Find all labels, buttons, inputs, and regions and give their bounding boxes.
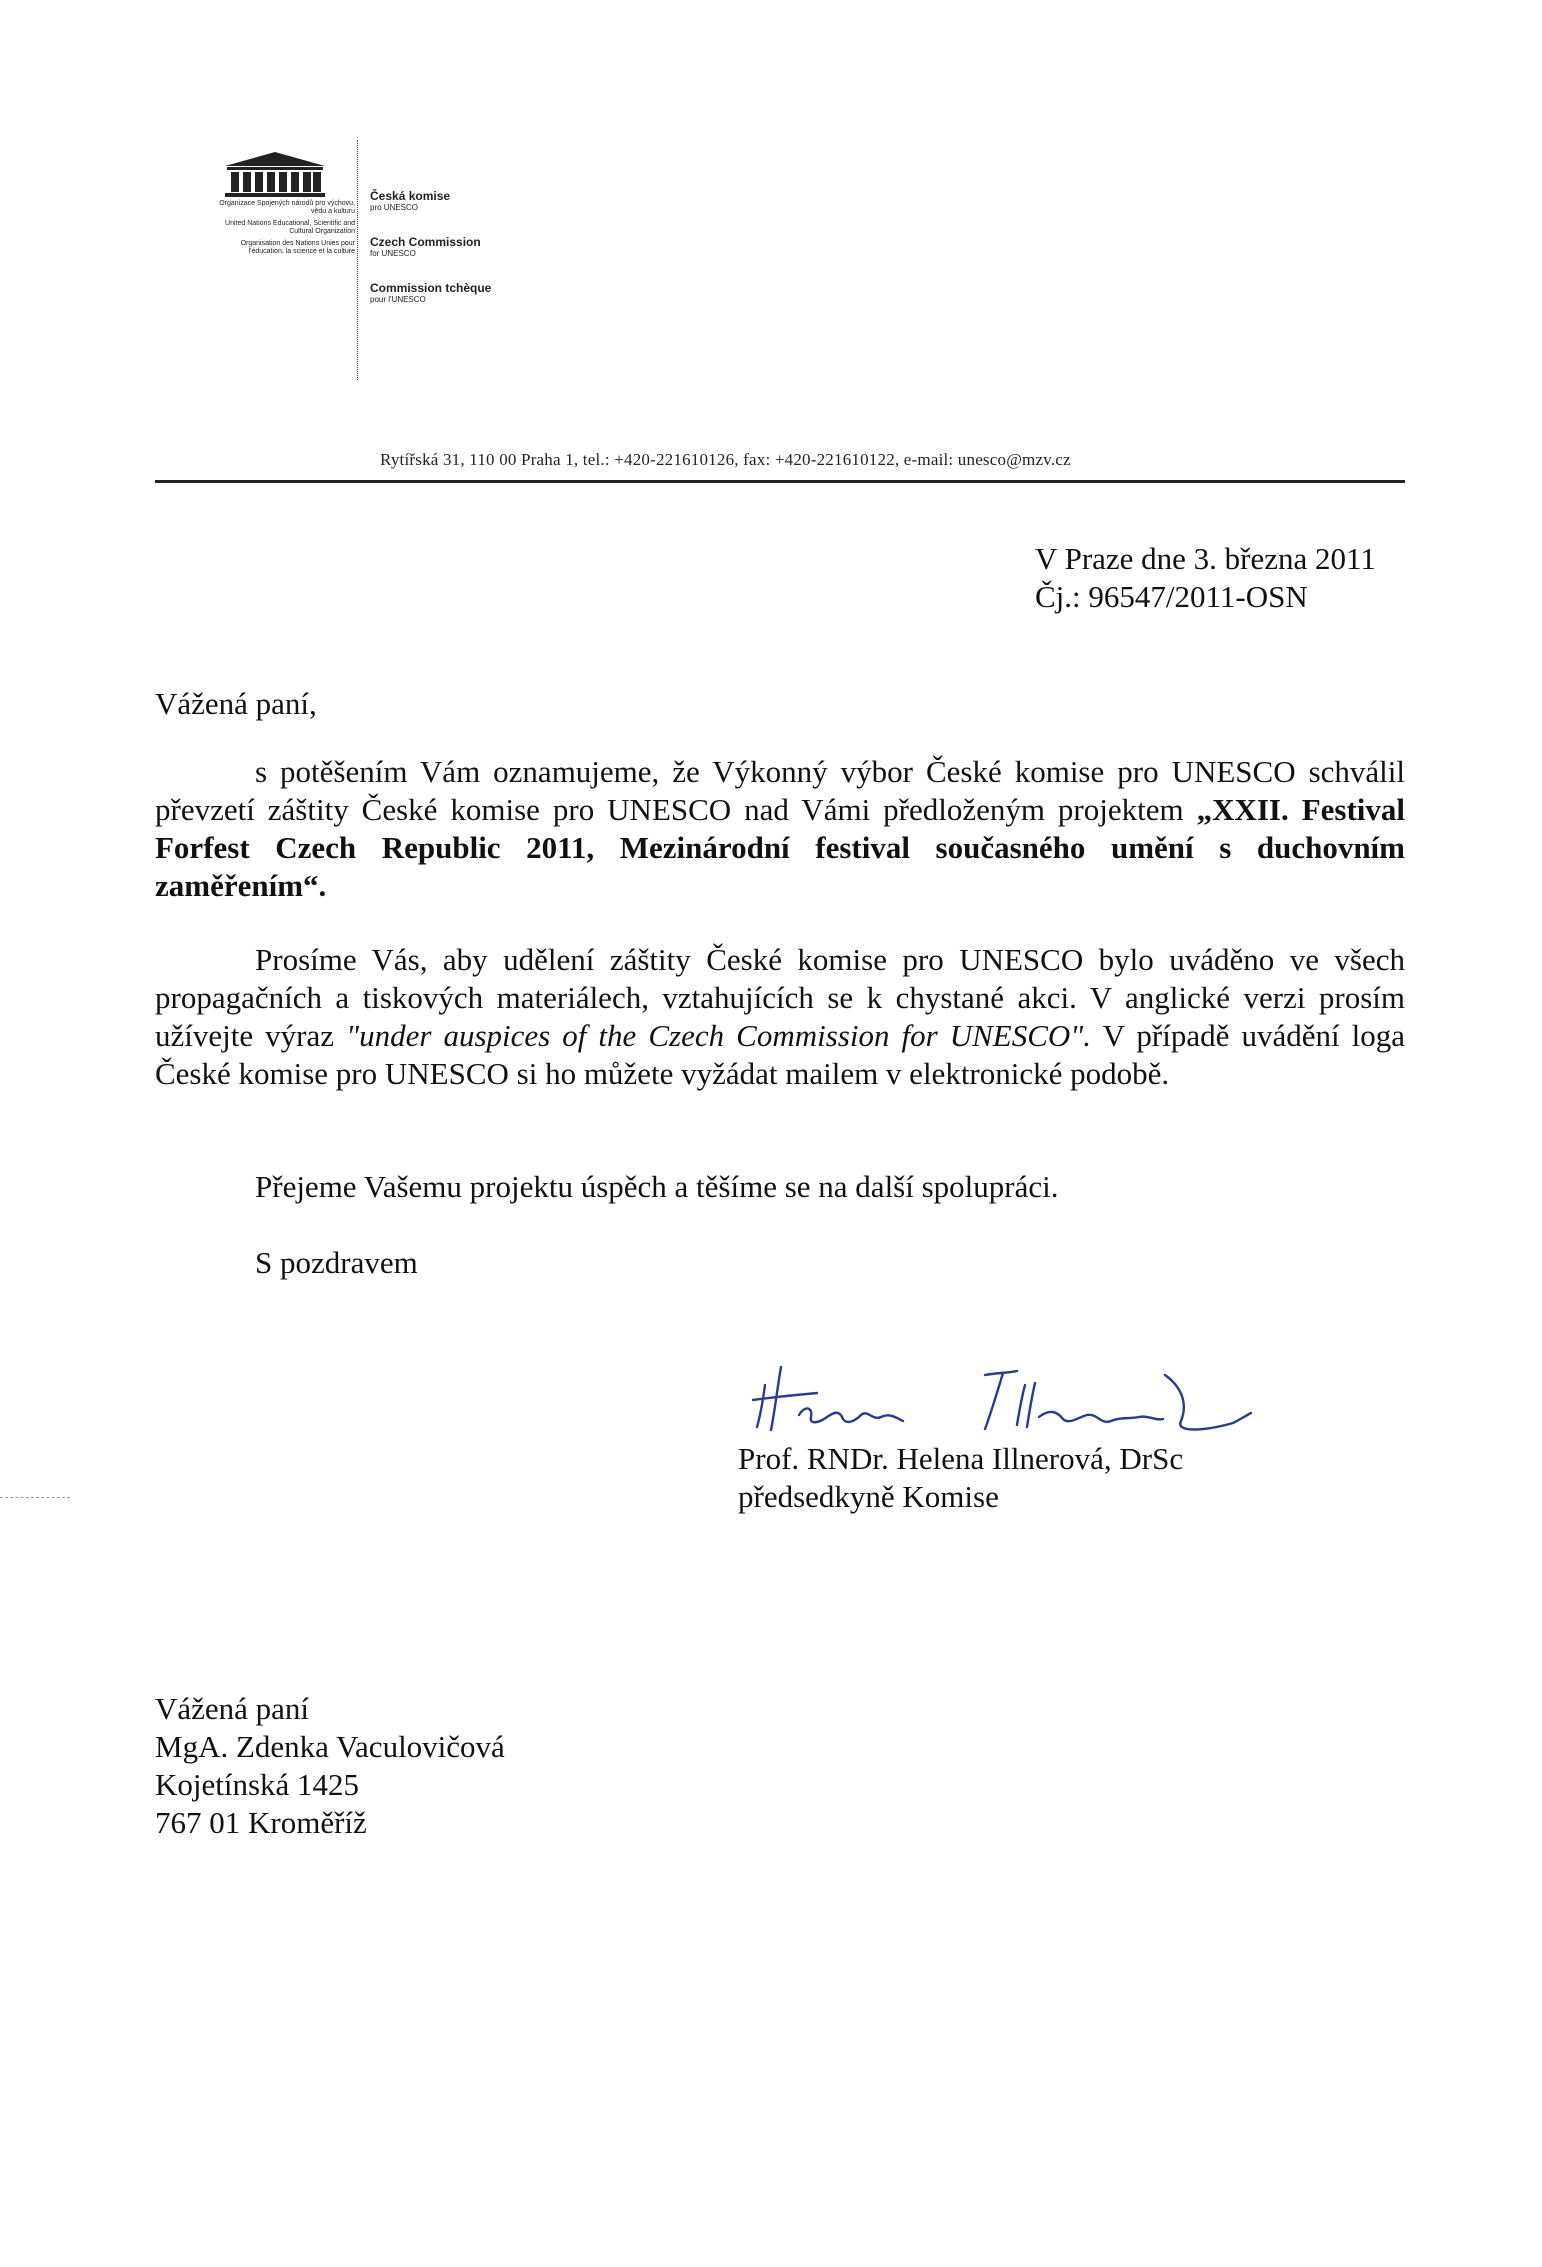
scan-artifact bbox=[0, 1497, 70, 1500]
commission-cz: Česká komise pro UNESCO bbox=[370, 189, 451, 212]
header-rule bbox=[155, 480, 1405, 483]
contact-line: Rytířská 31, 110 00 Praha 1, tel.: +420-221610126, fax: +420-221610122, e-mail: unesco@mzv.cz bbox=[380, 450, 1071, 469]
org-name-cz: Organizace Spojených národů pro výchovu, vědu a kulturu bbox=[219, 200, 355, 215]
commission-en: Czech Commission for UNESCO bbox=[370, 235, 481, 258]
unesco-temple-icon bbox=[205, 150, 345, 200]
english-phrase: "under auspices of the Czech Commission for UNESCO". bbox=[346, 1018, 1092, 1053]
org-name-en: United Nations Educational, Scientific and Cultural Organization bbox=[225, 220, 355, 235]
commission-names bbox=[370, 190, 491, 328]
letter-date: V Praze dne 3. března 2011 bbox=[1035, 541, 1376, 576]
signer-title: předsedkyně Komise bbox=[738, 1479, 999, 1514]
unesco-logo bbox=[205, 150, 375, 205]
paragraph-3: Přejeme Vašemu projektu úspěch a těšíme se na další spolupráci. bbox=[255, 1169, 1059, 1204]
project-title: „XXII. Festival Forfest Czech Republic 2011, Mezinárodní festival současného umění s duchovním zaměřením“. bbox=[155, 792, 1405, 903]
paragraph-2 bbox=[155, 941, 1405, 1093]
recipient-city: 767 01 Kroměříž bbox=[155, 1805, 367, 1840]
org-name-fr: Organisation des Nations Unies pour l'éducation, la science et la culture bbox=[240, 240, 355, 255]
unesco-org-names bbox=[205, 200, 355, 260]
date-block bbox=[1035, 540, 1376, 616]
signer-name: Prof. RNDr. Helena Illnerová, DrSc bbox=[738, 1441, 1184, 1476]
signer-block bbox=[738, 1440, 1183, 1516]
recipient-salutation: Vážená paní bbox=[155, 1691, 310, 1726]
recipient-name: MgA. Zdenka Vaculovičová bbox=[155, 1729, 505, 1764]
salutation: Vážená paní, bbox=[155, 686, 317, 721]
recipient-street: Kojetínská 1425 bbox=[155, 1767, 360, 1802]
letterhead-divider bbox=[357, 140, 358, 380]
commission-fr: Commission tchèque pour l'UNESCO bbox=[370, 281, 492, 304]
paragraph-2-text-b: V případě uvádění loga České komise pro UNESCO si ho můžete vyžádat mailem v elektronické podobě. bbox=[155, 1018, 1405, 1091]
paragraph-2-text-a: Prosíme Vás, aby udělení záštity České komise pro UNESCO bylo uváděno ve všech propagačních a tiskových materiálech, vztahujících se k chystané akci. V anglické verzi prosím užívejte výraz bbox=[155, 942, 1405, 1053]
paragraph-1 bbox=[155, 753, 1405, 905]
paragraph-1-text: s potěšením Vám oznamujeme, že Výkonný výbor České komise pro UNESCO schválil převzetí záštity České komise pro UNESCO nad Vámi předloženým projektem bbox=[155, 754, 1405, 827]
closing: S pozdravem bbox=[255, 1245, 418, 1280]
handwritten-signature bbox=[735, 1345, 1255, 1455]
reference-number: Čj.: 96547/2011-OSN bbox=[1035, 579, 1308, 614]
recipient-address bbox=[155, 1690, 505, 1842]
